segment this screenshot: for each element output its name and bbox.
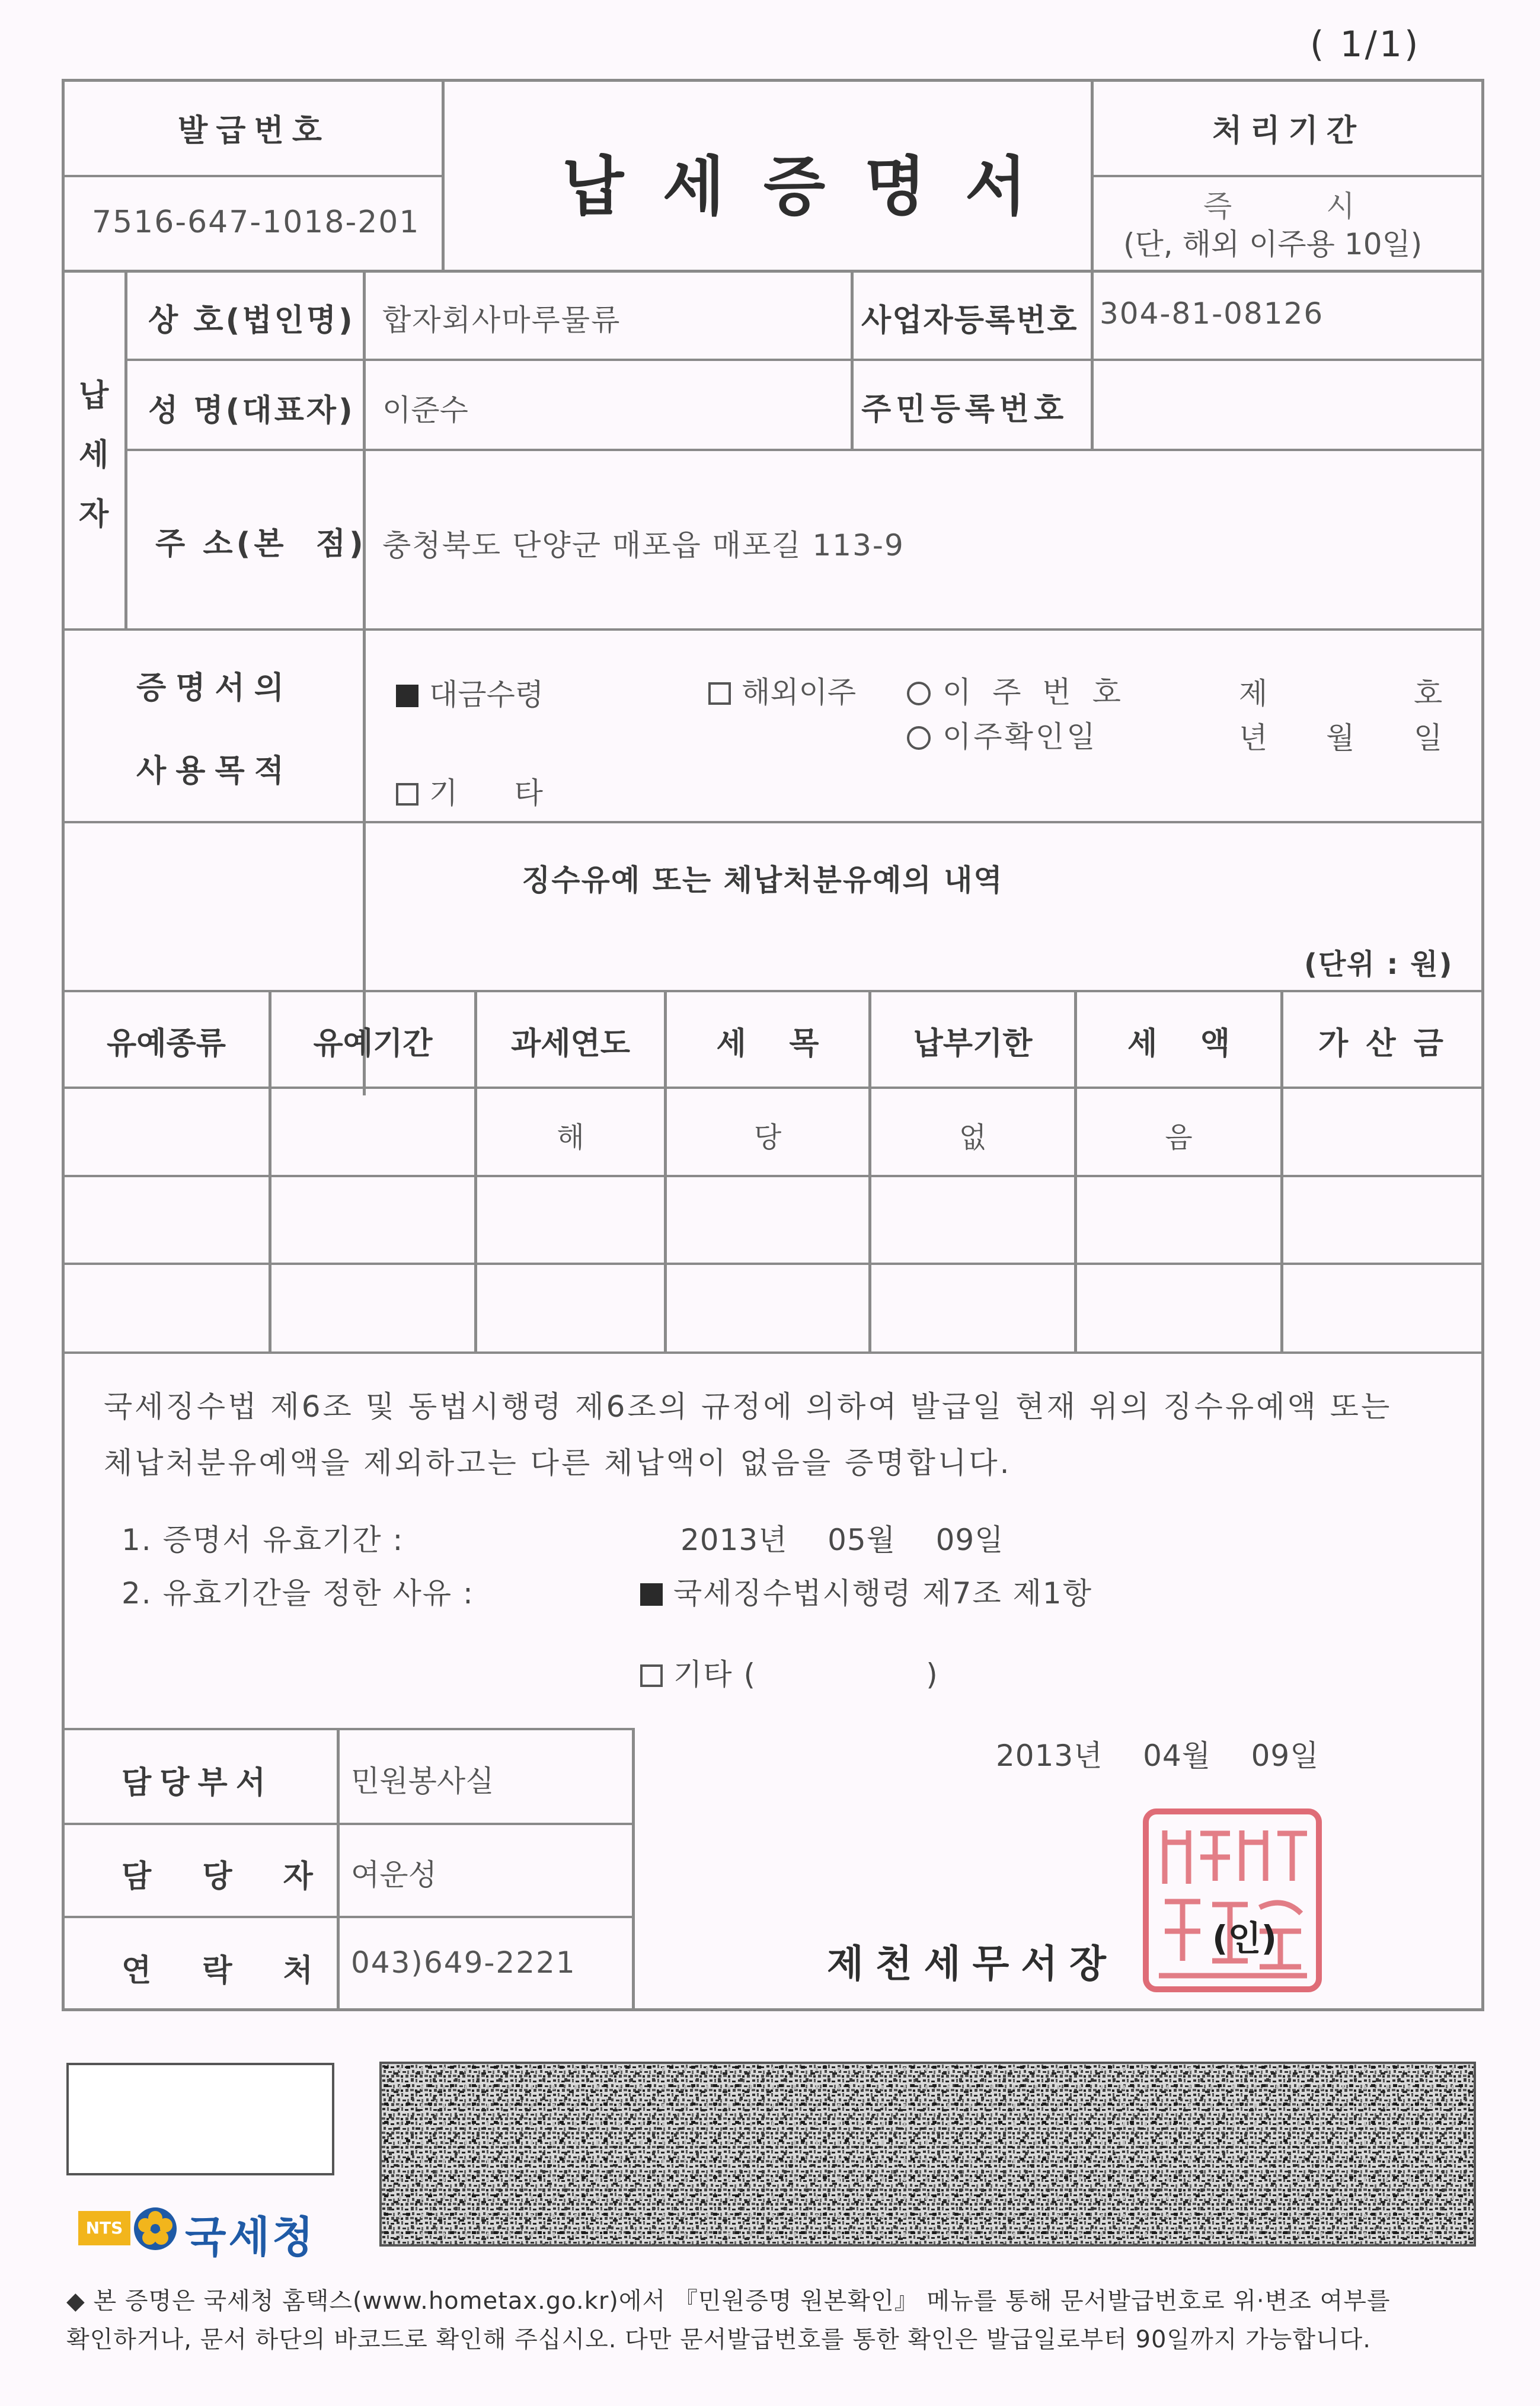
validity-value: 2013년 05월 09일 [680, 1523, 1004, 1557]
nyeon-text: 년 [1239, 721, 1268, 755]
payment-checkbox[interactable] [396, 685, 418, 707]
unit-label: (단위 : 원) [1304, 948, 1453, 981]
table-cell: 음 [1165, 1121, 1193, 1154]
reason-other: 기타 ( ) [640, 1651, 939, 1694]
footer-note-2: 확인하거나, 문서 하단의 바코드로 확인해 주십시오. 다만 문서발급번호를 통한 확인은 발급일로부터 90일까지 가능합니다. [66, 2326, 1371, 2353]
col-header: 납부기한 [913, 1026, 1033, 1062]
official-seal [1141, 1807, 1325, 1996]
col-header: 과세연도 [511, 1026, 630, 1062]
issue-number-value: 7516-647-1018-201 [92, 205, 420, 240]
seal-mark: (인) [1212, 1918, 1277, 1958]
emigration-date-row: 이주확인일 [907, 713, 1098, 756]
deferral-title: 징수유예 또는 체납처분유예의 내역 [522, 863, 1004, 897]
il-text: 일 [1414, 721, 1443, 755]
purpose-label-1: 증명서의 [136, 670, 293, 706]
representative-label: 성 명(대표자) [148, 393, 355, 429]
processing-line2: (단, 해외 이주용 10일) [1123, 227, 1423, 261]
purpose-label-2: 사용목적 [136, 753, 293, 789]
emigration-number-radio[interactable] [907, 682, 931, 705]
phone-value: 043)649-2221 [351, 1945, 576, 1980]
table-cell: 해 [557, 1121, 584, 1154]
nts-logo [78, 2200, 339, 2262]
company-value: 합자회사마루물류 [382, 303, 621, 337]
agency-name: 국세청 [185, 2212, 316, 2262]
reason-value: 국세징수법시행령 제7조 제1항 [640, 1570, 1092, 1612]
emigration-number-row: 이 주 번 호 [907, 669, 1127, 711]
wol-text: 월 [1326, 721, 1355, 755]
other-checkbox[interactable] [396, 783, 418, 806]
bizno-value: 304-81-08126 [1100, 296, 1324, 331]
emigration-checkbox[interactable] [708, 682, 731, 705]
reason-label: 2. 유효기간을 정한 사유 : [122, 1576, 474, 1611]
department-value: 민원봉사실 [351, 1764, 494, 1798]
table-cell: 당 [753, 1121, 782, 1154]
statement-line-1: 국세징수법 제6조 및 동법시행령 제6조의 규정에 의하여 발급일 현재 위의 징수유예액 또는 [104, 1389, 1392, 1424]
col-header: 세 액 [1127, 1026, 1230, 1062]
phone-label: 연 락 처 [122, 1953, 333, 1989]
seal-stamp-icon [1141, 1807, 1325, 1996]
nts-badge: NTS [78, 2211, 130, 2245]
option-payment[interactable]: 대금수령 [396, 671, 544, 714]
statement-line-2: 체납처분유예액을 제외하고는 다른 체납액이 없음을 증명합니다. [104, 1446, 1012, 1480]
department-label: 담당부서 [122, 1765, 274, 1801]
representative-value: 이준수 [382, 393, 468, 427]
processing-line1: 즉 시 [1203, 189, 1355, 223]
address-label: 주 소(본 점) [155, 526, 367, 562]
option-emigration[interactable]: 해외이주 [708, 669, 856, 711]
issue-date: 2013년 04월 09일 [996, 1739, 1319, 1773]
option-other[interactable]: 기 타 [396, 769, 543, 812]
ho-text: 호 [1414, 676, 1443, 711]
col-header: 세 목 [716, 1026, 819, 1062]
barcode-pattern [382, 2064, 1474, 2244]
issuer-name: 제천세무서장 [827, 1942, 1118, 1986]
rrn-label: 주민등록번호 [861, 392, 1069, 427]
col-header: 유예종류 [107, 1026, 226, 1062]
emigration-date-radio[interactable] [907, 726, 931, 750]
flower-emblem-icon [133, 2206, 178, 2251]
col-header: 유예기간 [313, 1026, 433, 1062]
footer-note-1: ◆ 본 증명은 국세청 홈택스(www.hometax.go.kr)에서 『민원증명 원본확인』 메뉴를 통해 문서발급번호로 위·변조 여부를 [66, 2287, 1391, 2315]
person-label: 담 당 자 [122, 1859, 333, 1894]
processing-label: 처리기간 [1212, 113, 1365, 149]
validity-label: 1. 증명서 유효기간 : [122, 1523, 404, 1557]
blank-box [66, 2063, 334, 2175]
company-label: 상 호(법인명) [148, 303, 355, 338]
issue-number-label: 발급번호 [178, 113, 330, 149]
je-text: 제 [1239, 676, 1268, 711]
reason-law-checkbox[interactable] [640, 1583, 663, 1606]
address-value: 충청북도 단양군 매포읍 매포길 113-9 [382, 528, 905, 563]
table-cell: 없 [958, 1121, 987, 1154]
col-header: 가 산 금 [1318, 1026, 1447, 1062]
security-barcode [379, 2062, 1476, 2247]
reason-other-checkbox[interactable] [640, 1664, 663, 1687]
bizno-label: 사업자등록번호 [861, 303, 1078, 338]
page-indicator: ( 1/1) [1310, 24, 1421, 65]
document-title: 납 세 증 명 서 [562, 150, 1036, 224]
person-value: 여운성 [351, 1858, 437, 1892]
